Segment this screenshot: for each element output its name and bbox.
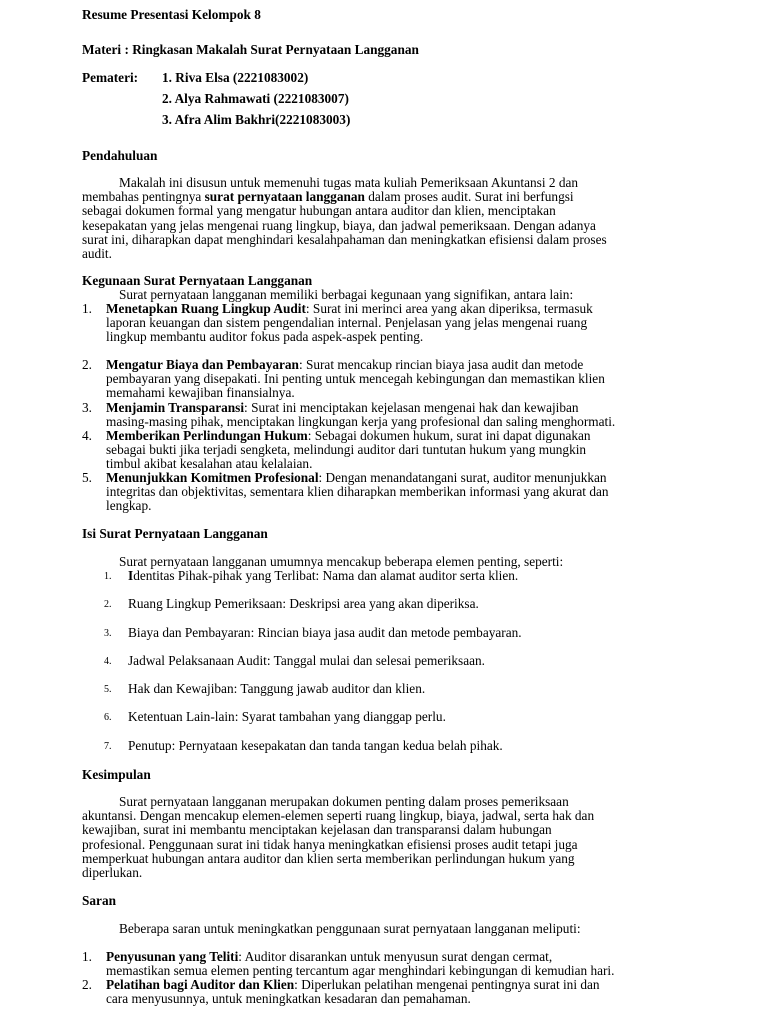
pemateri-label: Pemateri: bbox=[82, 70, 139, 85]
item-number: 5. bbox=[104, 684, 112, 695]
item-number: 4. bbox=[104, 656, 112, 667]
item-text: : Auditor disarankan untuk menyusun surat dengan cermat, bbox=[238, 949, 553, 964]
isi-intro: Surat pernyataan langganan umumnya mencakup beberapa elemen penting, seperti: bbox=[119, 554, 564, 569]
kesimpulan-paragraph bbox=[82, 795, 682, 880]
emphasis-text: surat pernyataan langganan bbox=[204, 189, 365, 205]
item-text: masing-masing pihak, menciptakan lingkungan kerja yang profesional dan saling menghormati. bbox=[106, 414, 616, 430]
text-span: membahas pentingnya bbox=[82, 189, 205, 205]
item-number: 1. bbox=[104, 571, 112, 582]
pemateri-item-3: 3. Afra Alim Bakhri(2221083003) bbox=[162, 112, 351, 127]
isi-heading: Isi Surat Pernyataan Langganan bbox=[82, 526, 268, 541]
paragraph-line: akuntansi. Dengan mencakup elemen-elemen seperti ruang lingkup, biaya, jadwal, serta hak dan bbox=[82, 808, 595, 824]
item-title: Memberikan Perlindungan Hukum bbox=[106, 428, 308, 443]
item-title: Mengatur Biaya dan Pembayaran bbox=[106, 357, 299, 372]
saran-heading: Saran bbox=[82, 893, 116, 908]
paragraph-line: Makalah ini disusun untuk memenuhi tugas mata kuliah Pemeriksaan Akuntansi 2 dan bbox=[119, 175, 579, 190]
item-text: Biaya dan Pembayaran: Rincian biaya jasa audit dan metode pembayaran. bbox=[128, 625, 522, 640]
item-number: 7. bbox=[104, 741, 112, 752]
item-title: Pelatihan bagi Auditor dan Klien bbox=[106, 977, 295, 992]
item-initial: I bbox=[128, 568, 134, 583]
item-number: 1. bbox=[82, 949, 92, 964]
item-number: 5. bbox=[82, 470, 92, 485]
pendahuluan-paragraph bbox=[82, 176, 682, 261]
kegunaan-heading: Kegunaan Surat Pernyataan Langganan bbox=[82, 273, 313, 288]
text-span: dalam proses audit. Surat ini berfungsi bbox=[364, 189, 574, 205]
kesimpulan-heading: Kesimpulan bbox=[82, 767, 151, 782]
saran-intro: Beberapa saran untuk meningkatkan penggunaan surat pernyataan langganan meliputi: bbox=[119, 921, 581, 936]
paragraph-line: profesional. Penggunaan surat ini tidak hanya meningkatkan efisiensi proses audit tetapi juga bbox=[82, 836, 578, 852]
item-text: : Dengan menandatangani surat, auditor menunjukkan bbox=[318, 470, 607, 485]
item-title: Menetapkan Ruang Lingkup Audit bbox=[106, 301, 306, 316]
item-text: Ketentuan Lain-lain: Syarat tambahan yang dianggap perlu. bbox=[128, 709, 446, 724]
item-number: 4. bbox=[82, 428, 92, 443]
paragraph-line: memperkuat hubungan antara auditor dan klien serta memberikan perlindungan hukum yang bbox=[82, 850, 575, 866]
pemateri-item-1: 1. Riva Elsa (2221083002) bbox=[162, 70, 309, 85]
paragraph-line: diperlukan. bbox=[82, 865, 143, 881]
item-text: pembayaran yang disepakati. Ini penting untuk mencegah kebingungan dan memastikan klien bbox=[106, 371, 605, 387]
item-text: laporan keuangan dan sistem pengendalian internal. Penjelasan yang jelas mengenai ruang bbox=[106, 315, 588, 331]
item-title: Menjamin Transparansi bbox=[106, 400, 245, 415]
paragraph-line bbox=[82, 190, 682, 204]
item-number: 6. bbox=[104, 712, 112, 723]
item-title: Menunjukkan Komitmen Profesional bbox=[106, 470, 319, 485]
paragraph-line: kesepakatan yang jelas mengenai ruang lingkup, biaya, dan jadwal pemeriksaan. Dengan adanya bbox=[82, 217, 596, 233]
paragraph-line: Surat pernyataan langganan merupakan dokumen penting dalam proses pemeriksaan bbox=[119, 794, 569, 809]
item-text: : Sebagai dokumen hukum, surat ini dapat digunakan bbox=[307, 428, 591, 443]
item-text: : Diperlukan pelatihan mengenai pentingnya surat ini dan bbox=[294, 977, 600, 992]
item-text: : Surat mencakup rincian biaya jasa audit dan metode bbox=[298, 357, 584, 372]
paragraph-line: sebagai dokumen formal yang mengatur hubungan antara auditor dan klien, menciptakan bbox=[82, 203, 556, 219]
item-text: Penutup: Pernyataan kesepakatan dan tanda tangan kedua belah pihak. bbox=[128, 738, 503, 753]
materi-line: Materi : Ringkasan Makalah Surat Pernyataan Langganan bbox=[82, 42, 419, 57]
item-text: : Surat ini menciptakan kejelasan mengenai hak dan kewajiban bbox=[244, 400, 579, 415]
item-text: sebagai bukti jika terjadi sengketa, melindungi auditor dari tuntutan hukum yang mungkin bbox=[106, 442, 587, 458]
item-text: integritas dan objektivitas, sementara klien diharapkan memberikan informasi yang akurat dan bbox=[106, 484, 609, 500]
item-text: : Surat ini merinci area yang akan diperiksa, termasuk bbox=[305, 301, 593, 316]
paragraph-line: surat ini, diharapkan dapat menghindari kesalahpahaman dan meningkatkan efisiensi dalam proses bbox=[82, 231, 607, 247]
item-text: lengkap. bbox=[106, 498, 152, 514]
kegunaan-intro: Surat pernyataan langganan memiliki berbagai kegunaan yang signifikan, antara lain: bbox=[119, 287, 574, 302]
paragraph-line: kewajiban, surat ini membantu menciptakan kejelasan dan transparansi dalam hubungan bbox=[82, 822, 552, 838]
item-text: Jadwal Pelaksanaan Audit: Tanggal mulai dan selesai pemeriksaan. bbox=[128, 653, 485, 668]
item-number: 3. bbox=[82, 400, 92, 415]
item-number: 3. bbox=[104, 628, 112, 639]
item-number: 1. bbox=[82, 301, 92, 316]
item-title: Penyusunan yang Teliti bbox=[106, 949, 239, 964]
item-text: Ruang Lingkup Pemeriksaan: Deskripsi area yang akan diperiksa. bbox=[128, 596, 479, 611]
item-text: memastikan semua elemen penting tercantum agar menghindari kebingungan di kemudian hari. bbox=[106, 963, 615, 979]
item-text: timbul akibat kesalahan atau kelalaian. bbox=[106, 456, 313, 472]
paragraph-line: audit. bbox=[82, 246, 112, 262]
pemateri-item-2: 2. Alya Rahmawati (2221083007) bbox=[162, 91, 349, 106]
pendahuluan-heading: Pendahuluan bbox=[82, 148, 158, 163]
document-title: Resume Presentasi Kelompok 8 bbox=[82, 7, 261, 22]
item-text: Hak dan Kewajiban: Tanggung jawab auditor dan klien. bbox=[128, 681, 426, 696]
item-number: 2. bbox=[82, 977, 92, 992]
item-text: memahami kewajiban finansialnya. bbox=[106, 385, 295, 401]
item-number: 2. bbox=[104, 599, 112, 610]
item-text: cara menyusunnya, untuk meningkatkan kesadaran dan pemahaman. bbox=[106, 991, 471, 1007]
item-text: lingkup membantu auditor fokus pada aspek-aspek penting. bbox=[106, 329, 424, 345]
item-text: dentitas Pihak-pihak yang Terlibat: Nama dan alamat auditor serta klien. bbox=[133, 568, 519, 583]
item-number: 2. bbox=[82, 357, 92, 372]
